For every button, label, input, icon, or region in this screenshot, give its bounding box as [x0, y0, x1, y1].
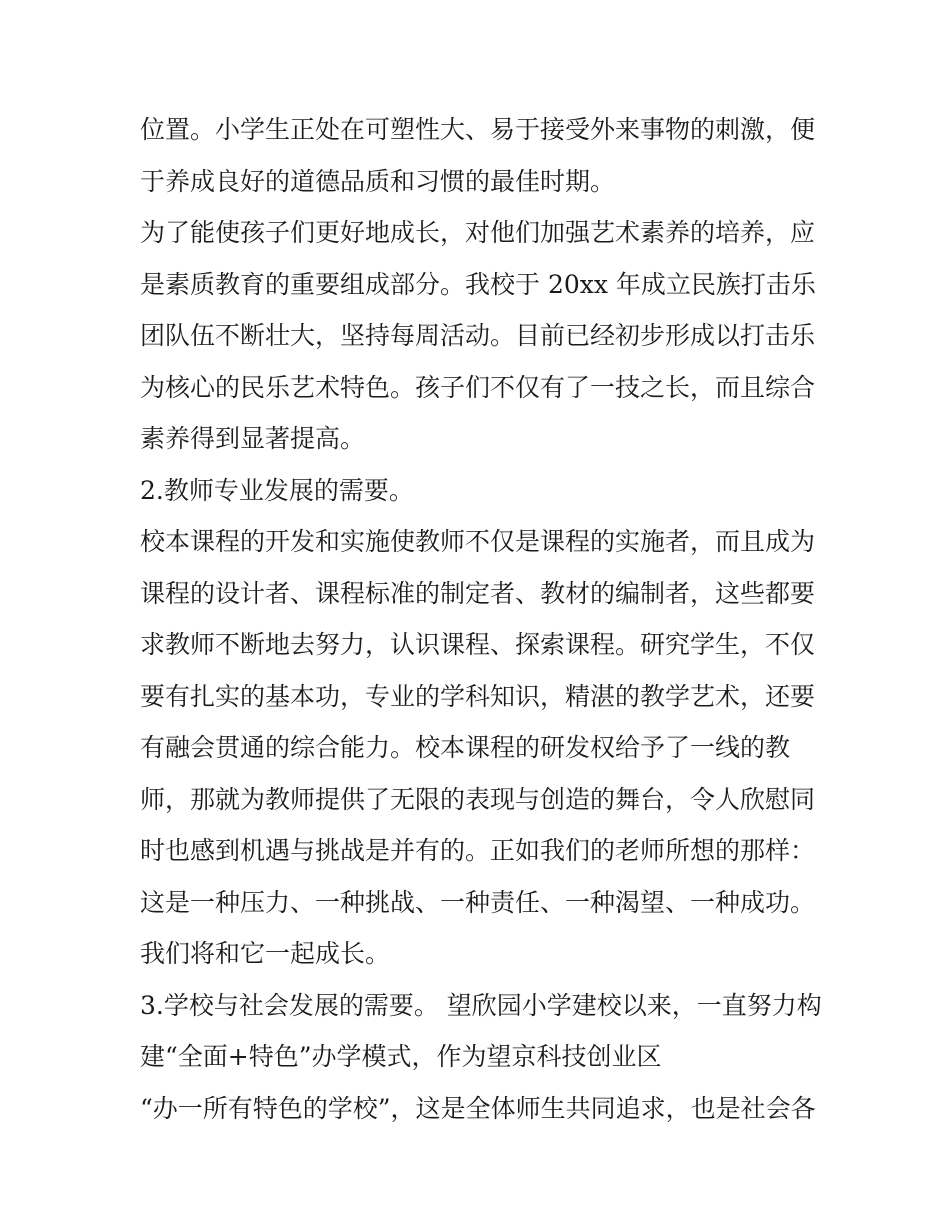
- text-line: 师，那就为教师提供了无限的表现与创造的舞台，令人欣慰同: [140, 784, 816, 814]
- text-line: 要有扎实的基本功，专业的学科知识，精湛的教学艺术，还要: [140, 681, 816, 711]
- text-line: 为核心的民乐艺术特色。孩子们不仅有了一技之长，而且综合: [140, 372, 816, 402]
- text-line: 求教师不断地去努力，认识课程、探索课程。研究学生，不仅: [140, 630, 816, 659]
- text-line: 素养得到显著提高。: [140, 424, 366, 453]
- text-line: 这是一种压力、一种挑战、一种责任、一种渴望、一种成功。: [140, 887, 816, 917]
- text-line: 为了能使孩子们更好地成长，对他们加强艺术素养的培养，应: [140, 218, 816, 247]
- text-line: 有融会贯通的综合能力。校本课程的研发权给予了一线的教: [140, 733, 791, 762]
- text-line: “办一所有特色的学校”，这是全体师生共同追求，也是社会各: [140, 1093, 816, 1123]
- text-line: 时也感到机遇与挑战是并有的。正如我们的老师所想的那样：: [140, 836, 816, 865]
- body-text: [140, 104, 820, 1134]
- text-line: 团队伍不断壮大，坚持每周活动。目前已经初步形成以打击乐: [140, 321, 816, 350]
- section-heading: 2.教师专业发展的需要。: [140, 475, 414, 505]
- text-line: 课程的设计者、课程标准的制定者、教材的编制者，这些都要: [140, 578, 816, 608]
- text-line: 是素质教育的重要组成部分。我校于 20xx 年成立民族打击乐: [140, 269, 816, 299]
- text-line: 位置。小学生正处在可塑性大、易于接受外来事物的刺激，便: [140, 115, 816, 144]
- text-line: 建“全面+特色”办学模式，作为望京科技创业区: [140, 1042, 662, 1071]
- text-line: 我们将和它一起成长。: [140, 939, 391, 968]
- text-line: 于养成良好的道德品质和习惯的最佳时期。: [140, 166, 616, 196]
- text-line: 校本课程的开发和实施使教师不仅是课程的实施者，而且成为: [140, 527, 816, 556]
- section-heading: 3.学校与社会发展的需要。 望欣园小学建校以来，一直努力构: [140, 990, 822, 1020]
